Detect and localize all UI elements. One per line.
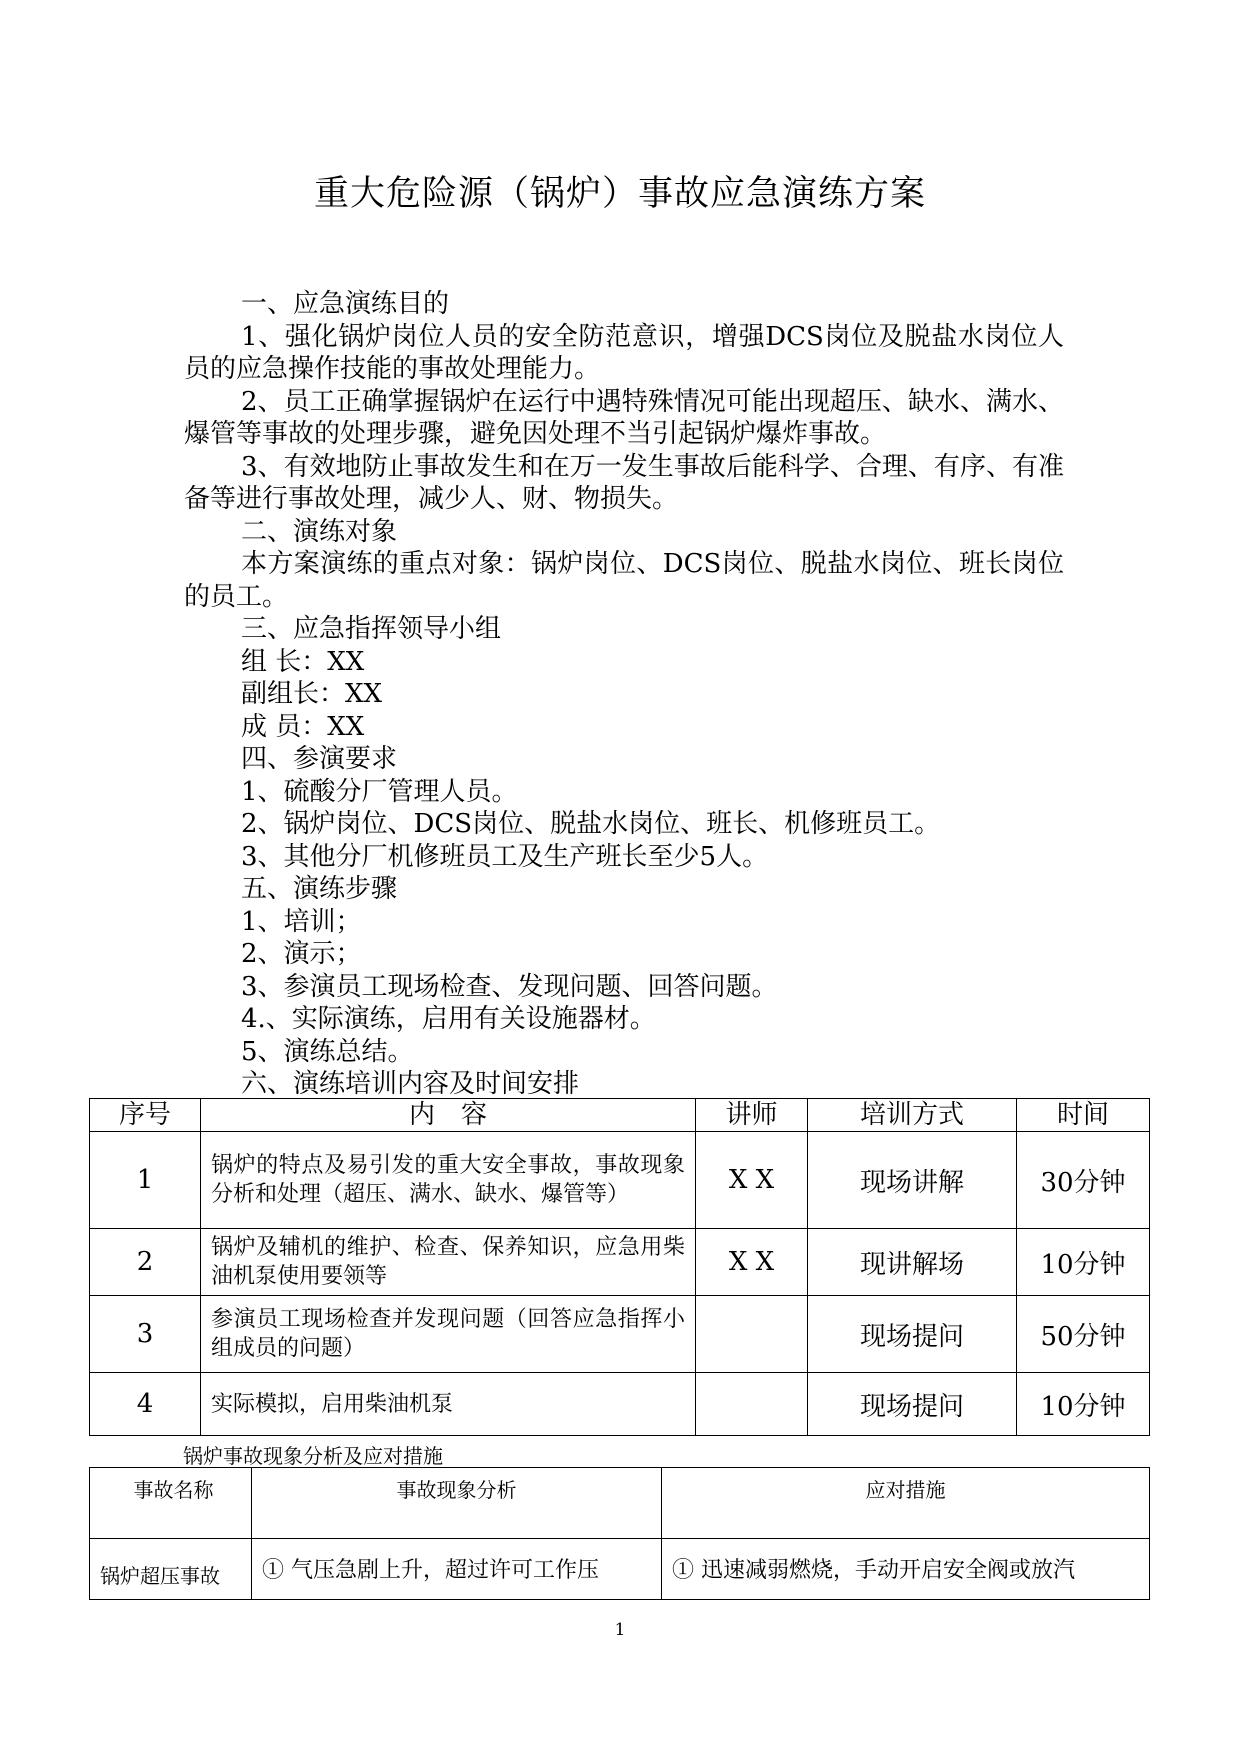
step-item: 3、参演员工现场检查、发现问题、回答问题。 bbox=[241, 971, 778, 1002]
section-2-heading: 二、演练对象 bbox=[241, 516, 398, 547]
section-4-heading: 四、参演要求 bbox=[241, 744, 398, 774]
document-title: 重大危险源（锅炉）事故应急演练方案 bbox=[313, 174, 926, 214]
step-item: 2、演示； bbox=[241, 939, 362, 969]
row-method: 现讲解场 bbox=[808, 1229, 1017, 1296]
step-item: 4.、实际演练，启用有关设施器材。 bbox=[241, 1004, 656, 1034]
row-teacher bbox=[696, 1296, 808, 1373]
header-cell-method: 培训方式 bbox=[808, 1099, 1017, 1132]
group-leader: 组 长：XX bbox=[241, 646, 365, 677]
section-5-heading: 五、演练步骤 bbox=[241, 874, 398, 904]
table-header-row bbox=[90, 1099, 1150, 1132]
row-time: 10分钟 bbox=[1017, 1229, 1150, 1296]
section-6-heading: 六、演练培训内容及时间安排 bbox=[241, 1069, 580, 1099]
header-cell-time: 时间 bbox=[1017, 1099, 1150, 1132]
section-2-paragraph: 本方案演练的重点对象：锅炉岗位、DCS岗位、脱盐水岗位、班长岗位的员工。 bbox=[184, 549, 1064, 612]
step-item: 5、演练总结。 bbox=[241, 1036, 414, 1067]
row-content: 锅炉的特点及易引发的重大安全事故，事故现象分析和处理（超压、满水、缺水、爆管等） bbox=[201, 1132, 696, 1229]
row-method: 现场提问 bbox=[808, 1296, 1017, 1373]
row-number: 4 bbox=[90, 1373, 201, 1436]
training-schedule-table bbox=[89, 1098, 1150, 1436]
row-method: 现场讲解 bbox=[808, 1132, 1017, 1229]
group-deputy: 副组长：XX bbox=[241, 679, 383, 709]
row-time: 50分钟 bbox=[1017, 1296, 1150, 1373]
requirement-item: 2、锅炉岗位、DCS岗位、脱盐水岗位、班长、机修班员工。 bbox=[241, 809, 941, 839]
row-teacher: X X bbox=[696, 1132, 808, 1229]
header-cell-analysis: 事故现象分析 bbox=[252, 1468, 662, 1539]
section-3-heading: 三、应急指挥领导小组 bbox=[241, 614, 502, 644]
section-1-paragraph-3: 3、有效地防止事故发生和在万一发生事故后能科学、合理、有序、有准备等进行事故处理，减少人、财、物损失。 bbox=[184, 451, 1064, 514]
table-row bbox=[90, 1373, 1150, 1436]
section-1-heading: 一、应急演练目的 bbox=[241, 289, 450, 319]
table-row bbox=[90, 1296, 1150, 1373]
row-analysis: ① 气压急剧上升，超过许可工作压 bbox=[252, 1539, 662, 1600]
accident-analysis-table bbox=[89, 1467, 1150, 1600]
row-accident-name: 锅炉超压事故 bbox=[90, 1539, 252, 1600]
row-time: 10分钟 bbox=[1017, 1373, 1150, 1436]
header-cell-teacher: 讲师 bbox=[696, 1099, 808, 1132]
group-members: 成 员：XX bbox=[241, 711, 365, 742]
row-content: 实际模拟，启用柴油机泵 bbox=[201, 1373, 696, 1436]
row-teacher bbox=[696, 1373, 808, 1436]
row-method: 现场提问 bbox=[808, 1373, 1017, 1436]
row-measures: ① 迅速减弱燃烧，手动开启安全阀或放汽 bbox=[662, 1539, 1150, 1600]
table-header-row bbox=[90, 1468, 1150, 1539]
table-row bbox=[90, 1539, 1150, 1600]
header-cell-number: 序号 bbox=[90, 1099, 201, 1132]
row-content: 锅炉及辅机的维护、检查、保养知识，应急用柴油机泵使用要领等 bbox=[201, 1229, 696, 1296]
step-item: 1、培训； bbox=[241, 906, 362, 937]
row-time: 30分钟 bbox=[1017, 1132, 1150, 1229]
row-content: 参演员工现场检查并发现问题（回答应急指挥小组成员的问题） bbox=[201, 1296, 696, 1373]
row-teacher: X X bbox=[696, 1229, 808, 1296]
section-1-paragraph-2: 2、员工正确掌握锅炉在运行中遇特殊情况可能出现超压、缺水、满水、爆管等事故的处理步骤，避免因处理不当引起锅炉爆炸事故。 bbox=[184, 386, 1064, 449]
row-number: 2 bbox=[90, 1229, 201, 1296]
analysis-table-caption: 锅炉事故现象分析及应对措施 bbox=[183, 1444, 443, 1468]
row-number: 1 bbox=[90, 1132, 201, 1229]
requirement-item: 1、硫酸分厂管理人员。 bbox=[241, 776, 518, 807]
page-number: 1 bbox=[614, 1620, 626, 1640]
section-1-paragraph-1: 1、强化锅炉岗位人员的安全防范意识，增强DCS岗位及脱盐水岗位人员的应急操作技能的事故处理能力。 bbox=[184, 321, 1064, 384]
requirement-item: 3、其他分厂机修班员工及生产班长至少5人。 bbox=[241, 841, 769, 872]
document-body bbox=[184, 288, 1064, 1101]
header-cell-content: 内 容 bbox=[201, 1099, 696, 1132]
header-cell-measures: 应对措施 bbox=[662, 1468, 1150, 1539]
table-row bbox=[90, 1229, 1150, 1296]
row-number: 3 bbox=[90, 1296, 201, 1373]
header-cell-accident-name: 事故名称 bbox=[90, 1468, 252, 1539]
table-row bbox=[90, 1132, 1150, 1229]
